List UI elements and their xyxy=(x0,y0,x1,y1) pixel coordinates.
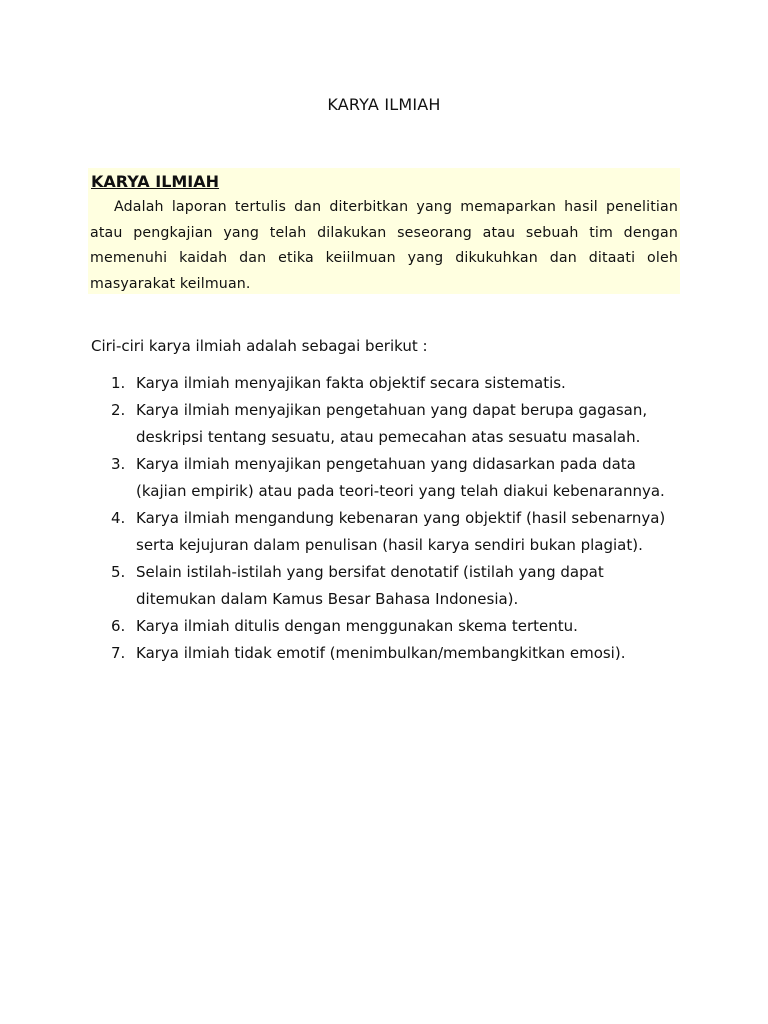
definition-text: Adalah laporan tertulis dan diterbitkan yang memaparkan hasil penelitian atau pengkajian yang telah dilakukan seseorang atau sebuah tim dengan memenuhi kaidah dan etika keiilmuan yang dikukuhkan dan ditaati oleh masyarakat keilmuan. xyxy=(90,199,678,292)
list-item xyxy=(91,640,681,667)
list-item xyxy=(91,559,681,613)
page-title: KARYA ILMIAH xyxy=(327,95,441,114)
list-item xyxy=(91,505,681,559)
list-item-number: 1. xyxy=(111,374,126,392)
definition-box xyxy=(88,168,680,294)
list-item xyxy=(91,397,681,451)
list-item-number: 4. xyxy=(111,509,126,527)
features-intro: Ciri-ciri karya ilmiah adalah sebagai berikut : xyxy=(91,337,428,355)
list-item-text: Selain istilah-istilah yang bersifat denotatif (istilah yang dapat ditemukan dalam Kamus Besar Bahasa Indonesia). xyxy=(136,563,604,608)
list-item-text: Karya ilmiah tidak emotif (menimbulkan/membangkitkan emosi). xyxy=(136,644,626,662)
list-item-number: 6. xyxy=(111,617,126,635)
list-item-text: Karya ilmiah mengandung kebenaran yang objektif (hasil sebenarnya) serta kejujuran dalam penulisan (hasil karya sendiri bukan plagiat). xyxy=(136,509,666,554)
definition-heading: KARYA ILMIAH xyxy=(91,172,220,191)
list-item-number: 7. xyxy=(111,644,126,662)
list-item xyxy=(91,370,681,397)
list-item-number: 3. xyxy=(111,455,126,473)
list-item-number: 5. xyxy=(111,563,126,581)
list-item xyxy=(91,451,681,505)
list-item-text: Karya ilmiah menyajikan pengetahuan yang didasarkan pada data (kajian empirik) atau pada teori-teori yang telah diakui kebenarannya. xyxy=(136,455,665,500)
list-item-text: Karya ilmiah menyajikan fakta objektif secara sistematis. xyxy=(136,374,566,392)
list-item-text: Karya ilmiah menyajikan pengetahuan yang dapat berupa gagasan, deskripsi tentang sesuatu, atau pemecahan atas sesuatu masalah. xyxy=(136,401,648,446)
list-item xyxy=(91,613,681,640)
features-list xyxy=(91,370,681,667)
list-item-text: Karya ilmiah ditulis dengan menggunakan skema tertentu. xyxy=(136,617,578,635)
list-item-number: 2. xyxy=(111,401,126,419)
